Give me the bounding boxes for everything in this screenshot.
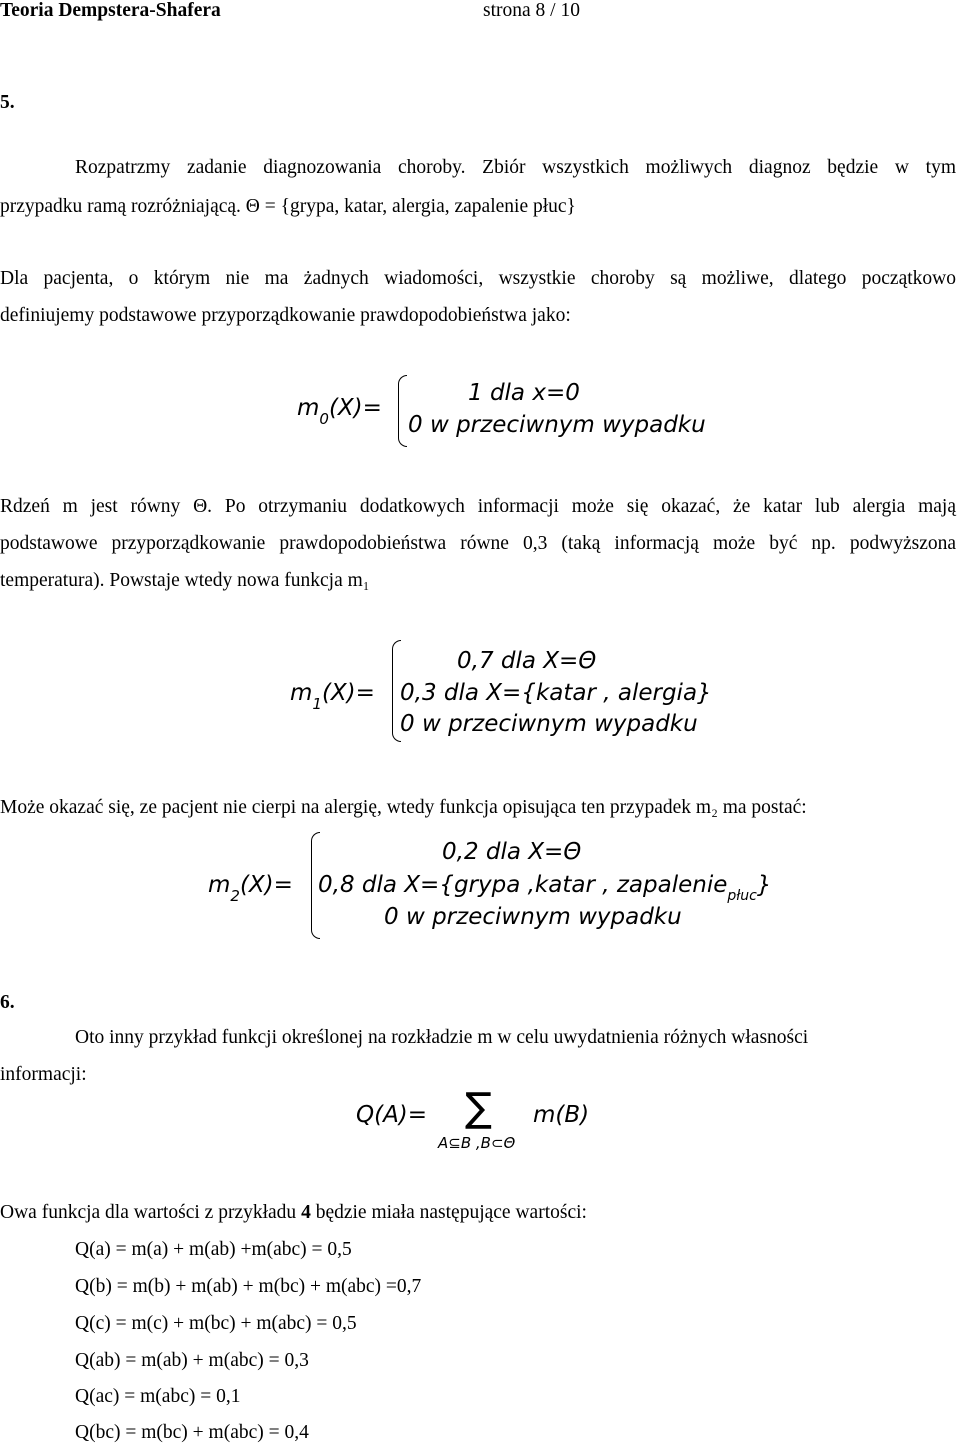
section-number-5: 5.: [0, 92, 15, 113]
value-line: Q(bc) = m(bc) + m(abc) = 0,4: [75, 1422, 309, 1443]
value-line: Q(ac) = m(abc) = 0,1: [75, 1386, 241, 1407]
value-line: Q(a) = m(a) + m(ab) +m(abc) = 0,5: [75, 1239, 352, 1260]
paragraph-line: Rozpatrzmy zadanie diagnozowania choroby. Zbiór wszystkich możliwych diagnoz będzie w tym: [75, 157, 956, 178]
paragraph-line: Oto inny przykład funkcji określonej na rozkładzie m w celu uwydatnienia różnych własności: [75, 1027, 809, 1048]
paragraph-line: informacji:: [0, 1064, 87, 1085]
paragraph-line: Owa funkcja dla wartości z przykładu 4 będzie miała następujące wartości:: [0, 1202, 587, 1223]
value-line: Q(c) = m(c) + m(bc) + m(abc) = 0,5: [75, 1313, 357, 1334]
paragraph-line: Może okazać się, ze pacjent nie cierpi na alergię, wtedy funkcja opisująca ten przypadek m₂ ma postać:: [0, 797, 807, 818]
paragraph-line: temperatura). Powstaje wtedy nowa funkcja m₁: [0, 570, 370, 591]
paragraph-line: Rdzeń m jest równy Θ. Po otrzymaniu dodatkowych informacji może się okazać, że katar lub alergia mają: [0, 496, 956, 517]
section-number-6: 6.: [0, 992, 15, 1013]
equation-m0-case: 0 w przeciwnym wypadku: [408, 412, 706, 438]
equation-m1-case: 0 w przeciwnym wypadku: [400, 711, 698, 737]
value-line: Q(ab) = m(ab) + m(abc) = 0,3: [75, 1350, 309, 1371]
paragraph-line: definiujemy podstawowe przyporządkowanie prawdopodobieństwa jako:: [0, 305, 571, 326]
equation-m2-lhs: $m_2(X)=$: [208, 872, 293, 905]
equation-m0-lhs: $m_0(X)=$: [297, 395, 382, 428]
sigma-symbol: ∑: [465, 1085, 492, 1131]
page-number: strona 8 / 10: [483, 0, 580, 21]
equation-q-sum-subscript: A⊆B ,B⊂Θ: [438, 1134, 516, 1152]
equation-m1-case: 0,3 dla X={katar , alergia}: [400, 680, 712, 706]
paragraph-line: podstawowe przyporządkowanie prawdopodobieństwa równe 0,3 (taką informacją może być np. podwyższona: [0, 533, 956, 554]
equation-q-lhs: Q(A)=: [356, 1102, 428, 1128]
paragraph-line: Dla pacjenta, o którym nie ma żadnych wiadomości, wszystkie choroby są możliwe, dlatego początkowo: [0, 268, 956, 289]
equation-m2-case: 0,2 dla X=Θ: [442, 839, 582, 865]
equation-m1-case: 0,7 dla X=Θ: [457, 648, 597, 674]
paragraph-line: przypadku ramą rozróżniającą. Θ = {grypa, katar, alergia, zapalenie płuc}: [0, 196, 576, 217]
equation-m1-lhs: $m_1(X)=$: [290, 680, 375, 713]
equation-m2-case: 0 w przeciwnym wypadku: [384, 904, 682, 930]
equation-m0-brace: [398, 375, 407, 447]
value-line: Q(b) = m(b) + m(ab) + m(bc) + m(abc) =0,7: [75, 1276, 422, 1297]
equation-m0-case: 1 dla x=0: [468, 380, 580, 406]
equation-m2-case: 0,8 dla X={grypa ,katar , zapalenie$_{płuc}$}: [318, 872, 772, 904]
equation-q-rhs: m(B): [533, 1102, 590, 1128]
document-title: Teoria Dempstera-Shafera: [0, 0, 221, 21]
